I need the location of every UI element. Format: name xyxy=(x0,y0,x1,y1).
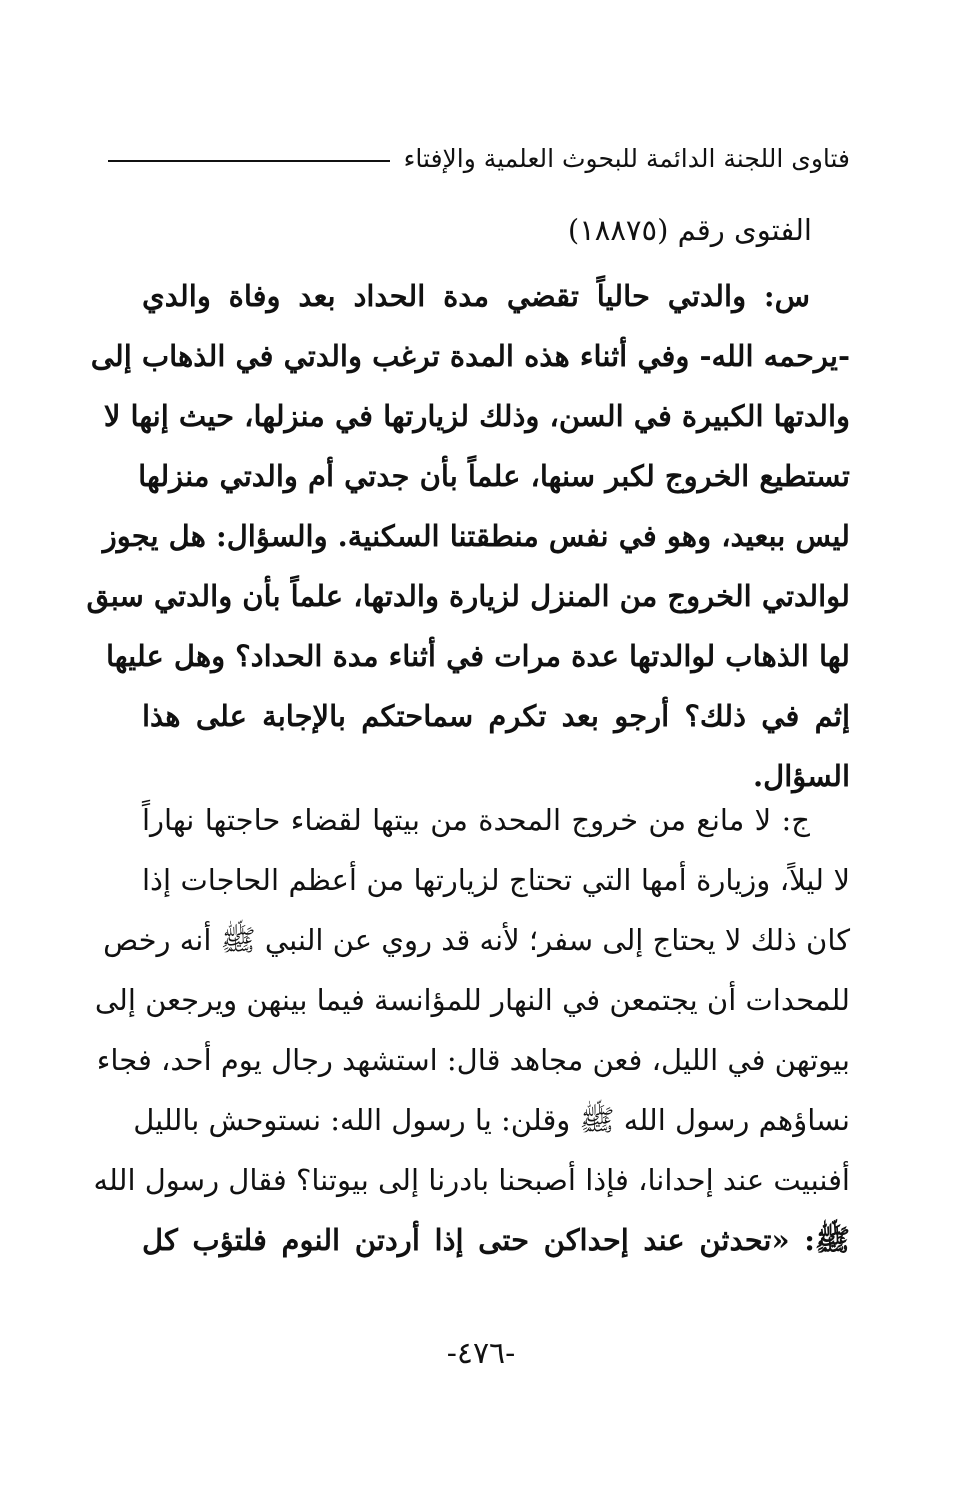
page-number: -٤٧٦- xyxy=(446,1336,516,1371)
question-line: لوالدتي الخروج من المنزل لزيارة والدتها، علماً بأن والدتي سبق xyxy=(86,579,850,613)
answer-line: أفنبيت عند إحدانا، فإذا أصبحنا بادرنا إلى بيوتنا؟ فقال رسول الله xyxy=(93,1163,850,1197)
answer-line: للمحدات أن يجتمعن في النهار للمؤانسة فيما بينهن ويرجعن إلى xyxy=(94,983,850,1017)
question-line: لها الذهاب لوالدتها عدة مرات في أثناء مدة الحداد؟ وهل عليها xyxy=(105,639,850,673)
question-line: س: والدتي حالياً تقضي مدة الحداد بعد وفاة والدي xyxy=(142,279,810,313)
question-block xyxy=(86,266,850,806)
answer-line: بيوتهن في الليل، فعن مجاهد قال: استشهد رجال يوم أحد، فجاء xyxy=(96,1043,850,1077)
question-line: والدتها الكبيرة في السن، وذلك لزيارتها في منزلها، حيث إنها لا xyxy=(103,399,850,433)
answer-line: لا ليلاً، وزيارة أمها التي تحتاج لزيارتها من أعظم الحاجات إذا xyxy=(142,863,850,897)
answer-block xyxy=(93,790,850,1270)
question-line: إثم في ذلك؟ أرجو بعد تكرم سماحتكم بالإجابة على هذا xyxy=(142,699,850,733)
question-line: ليس ببعيد، وهو في نفس منطقتنا السكنية. والسؤال: هل يجوز xyxy=(102,519,850,553)
header-rule xyxy=(108,160,390,162)
answer-line: كان ذلك لا يحتاج إلى سفر؛ لأنه قد روي عن النبي ﷺ أنه رخص xyxy=(103,923,850,957)
answer-line: ج: لا مانع من خروج المحدة من بيتها لقضاء حاجتها نهاراً xyxy=(142,803,810,837)
answer-line: ﷺ: «تحدثن عند إحداكن حتى إذا أردتن النوم فلتؤب كل xyxy=(142,1223,850,1257)
header-title: فتاوى اللجنة الدائمة للبحوث العلمية والإفتاء xyxy=(403,143,850,173)
running-header xyxy=(108,138,850,178)
question-line: السؤال. xyxy=(753,759,850,793)
question-line: تستطيع الخروج لكبر سنها، علماً بأن جدتي أم والدتي منزلها xyxy=(138,459,850,493)
question-line: -يرحمه الله- وفي أثناء هذه المدة ترغب والدتي في الذهاب إلى xyxy=(90,339,850,373)
fatwa-number: الفتوى رقم (١٨٨٧٥) xyxy=(567,213,812,247)
answer-line: نساؤهم رسول الله ﷺ وقلن: يا رسول الله: نستوحش بالليل xyxy=(133,1103,850,1137)
